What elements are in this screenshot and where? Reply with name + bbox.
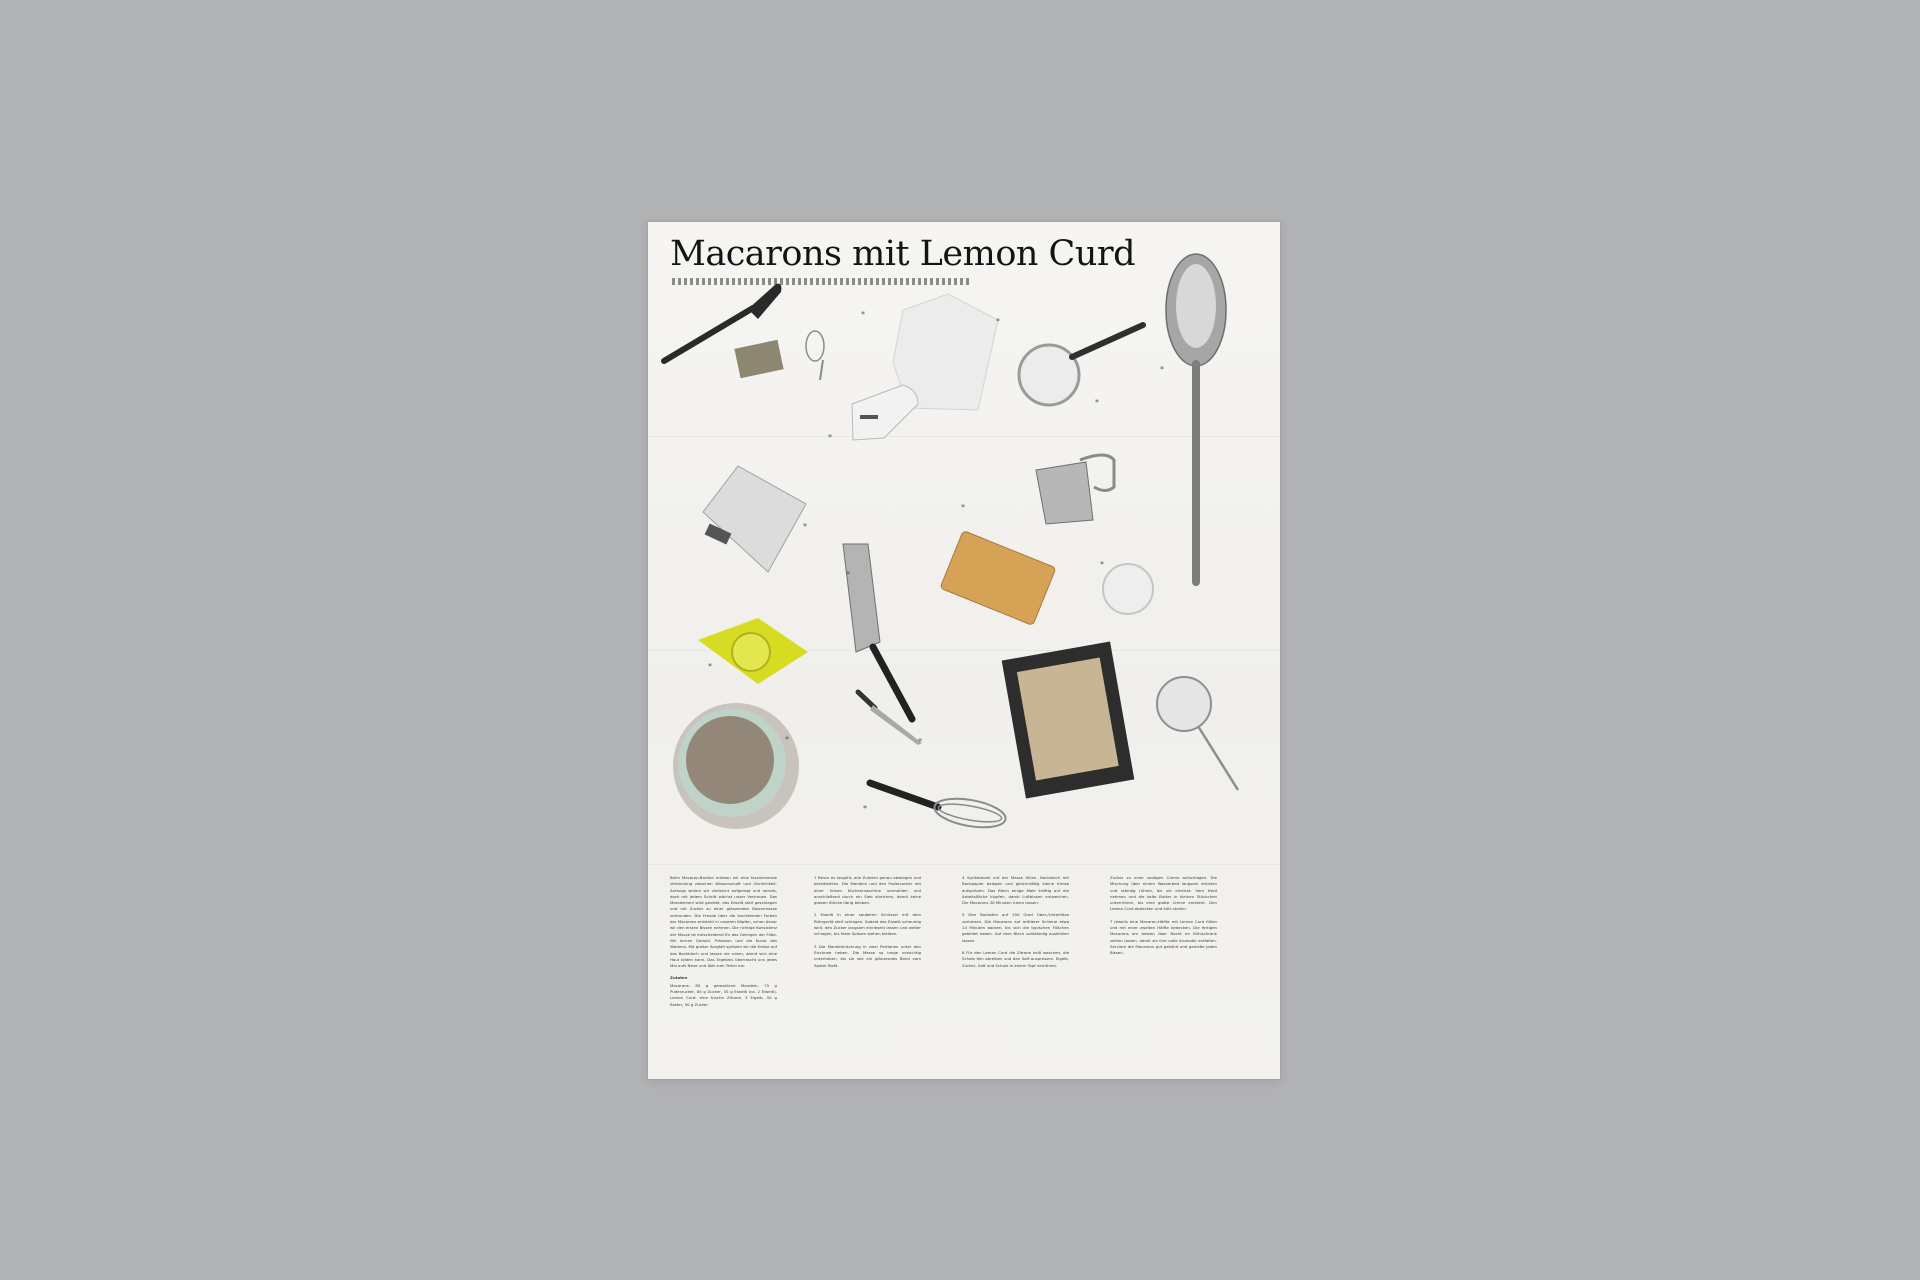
grater-icon — [1036, 455, 1114, 524]
sponge-icon — [734, 340, 783, 378]
paragraph: 4 Spritzbeutel mit der Masse füllen. Backblech mit Backpapier belegen und gleichmäßig kleine Kreise aufspritzen. Das Blech einige Male kräftig auf die Arbeitsfläche klopfen, damit Luftblasen entweichen. Die Macarons 30 Minuten ruhen lassen. — [962, 875, 1069, 906]
poster-title: Macarons mit Lemon Curd — [670, 234, 1136, 274]
baking-tray-icon — [1002, 642, 1135, 799]
paragraph: 1 Bevor es losgeht, alle Zutaten genau abwiegen und bereitstellen. Die Mandeln und den Puderzucker mit einer feinen Küchenmaschine vermahlen und anschließend durch ein Sieb streichen, damit keine groben Stücke übrig bleiben. — [814, 875, 921, 906]
ingredients-list: Macarons: 85 g gemahlene Mandeln, 75 g Puderzucker, 65 g Zucker, 55 g Eiweiß (ca. 2 Eiweiß). Lemon Curd: eine frische Zitrone, 3 Eigelb, 50 g Butter, 50 g Zucker — [670, 982, 777, 1007]
paragraph: Zucker zu einer seidigen Creme aufschlagen. Die Mischung über einem Wasserbad langsam erhitzen und ständig rühren, bis sie eindickt. Vom Herd nehmen und die kalte Butter in kleinen Stückchen unterrühren, bis eine glatte Creme entsteht. Den Lemon Curd abdecken und kühl stellen. — [1110, 875, 1217, 912]
svg-text:*: * — [1095, 398, 1099, 407]
svg-text:*: * — [861, 310, 865, 319]
svg-text:*: * — [846, 570, 850, 579]
text-column-1 — [670, 875, 777, 1014]
mixing-bowls-icon — [673, 703, 799, 829]
serving-spoon-icon — [1166, 254, 1226, 582]
text-column-2 — [814, 875, 921, 975]
glass-bowl-icon — [1103, 564, 1153, 614]
lemon-juicer-icon — [698, 618, 808, 684]
svg-text:*: * — [803, 522, 807, 531]
sieve-icon — [1157, 677, 1238, 790]
paragraph: 5 Den Backofen auf 150 Grad Ober-/Unterhitze vorheizen. Die Macarons auf mittlerer Schiene etwa 14 Minuten backen, bis sich die typischen Füßchen gebildet haben. Auf dem Blech vollständig auskühlen lassen. — [962, 912, 1069, 943]
paragraph: Beim Macaron-Backen erleben wir eine faszinierende Verbindung zwischen Wissenschaft und Sinnlichkeit. Anfangs wirken wir vielleicht aufgeregt und nervös, doch mit jedem Schritt wächst unser Vertrauen. Das Mandelmehl wird gesiebt, das Eiweiß steif geschlagen und mit Zucker zu einer glänzenden Baisermasse verbunden. Die Freude über die leuchtenden Farben der Macarons entsteht in unseren Köpfen, schon bevor wir den ersten Bissen nehmen. Die richtige Konsistenz der Masse ist entscheidend für das Gelingen der Füße. Wir lernen Geduld, Präzision und die Kunst des Wartens. Mit großer Sorgfalt spritzen wir die Kreise auf das Backblech und lassen sie ruhen, damit sich eine Haut bilden kann. Das Ergebnis überrascht uns jedes Mal aufs Neue und lädt zum Teilen ein. — [670, 875, 777, 969]
cake-server-icon — [843, 544, 912, 719]
svg-text:*: * — [996, 317, 1000, 326]
frying-pan-icon — [1019, 325, 1143, 405]
svg-text:*: * — [1100, 560, 1104, 569]
svg-text:*: * — [1160, 365, 1164, 374]
paragraph: 2 Eiweiß in einer sauberen Schüssel mit dem Rührgerät steif schlagen. Sobald das Eiweiß schaumig wird, den Zucker langsam einrieseln lassen und weiter schlagen, bis feste Spitzen stehen bleiben. — [814, 912, 921, 937]
svg-text:*: * — [863, 804, 867, 813]
cutting-board-icon — [940, 531, 1056, 626]
whisk-icon — [870, 783, 1008, 832]
svg-text:*: * — [961, 503, 965, 512]
text-column-4 — [1110, 875, 1217, 963]
svg-text:*: * — [828, 433, 832, 442]
paragraph: 7 Jeweils eine Macaron-Hälfte mit Lemon Curd füllen und mit einer zweiten Hälfte bedecken. Die fertigen Macarons am besten über Nacht im Kühlschrank ziehen lassen, damit sie ihre volle Aromatik entfalten. Serviere die Macarons gut gekühlt und genieße jeden Bissen. — [1110, 918, 1217, 956]
svg-text:*: * — [785, 735, 789, 744]
paragraph: 6 Für den Lemon Curd die Zitrone heiß waschen, die Schale fein abreiben und den Saft auspressen. Eigelb, Zucker, Saft und Schale in einem Topf verrühren. — [962, 949, 1069, 968]
svg-text:*: * — [918, 737, 922, 746]
recipe-poster — [648, 222, 1280, 1079]
kitchen-scale-icon — [703, 466, 806, 572]
paragraph: 3 Die Mandelmischung in zwei Portionen unter den Eischnee heben. Die Masse so lange vorsichtig unterheben, bis sie wie ein glänzendes Band vom Spatel fließt. — [814, 943, 921, 968]
svg-text:*: * — [708, 662, 712, 671]
text-column-3 — [962, 875, 1069, 975]
ingredients-heading: Zutaten — [670, 975, 688, 981]
